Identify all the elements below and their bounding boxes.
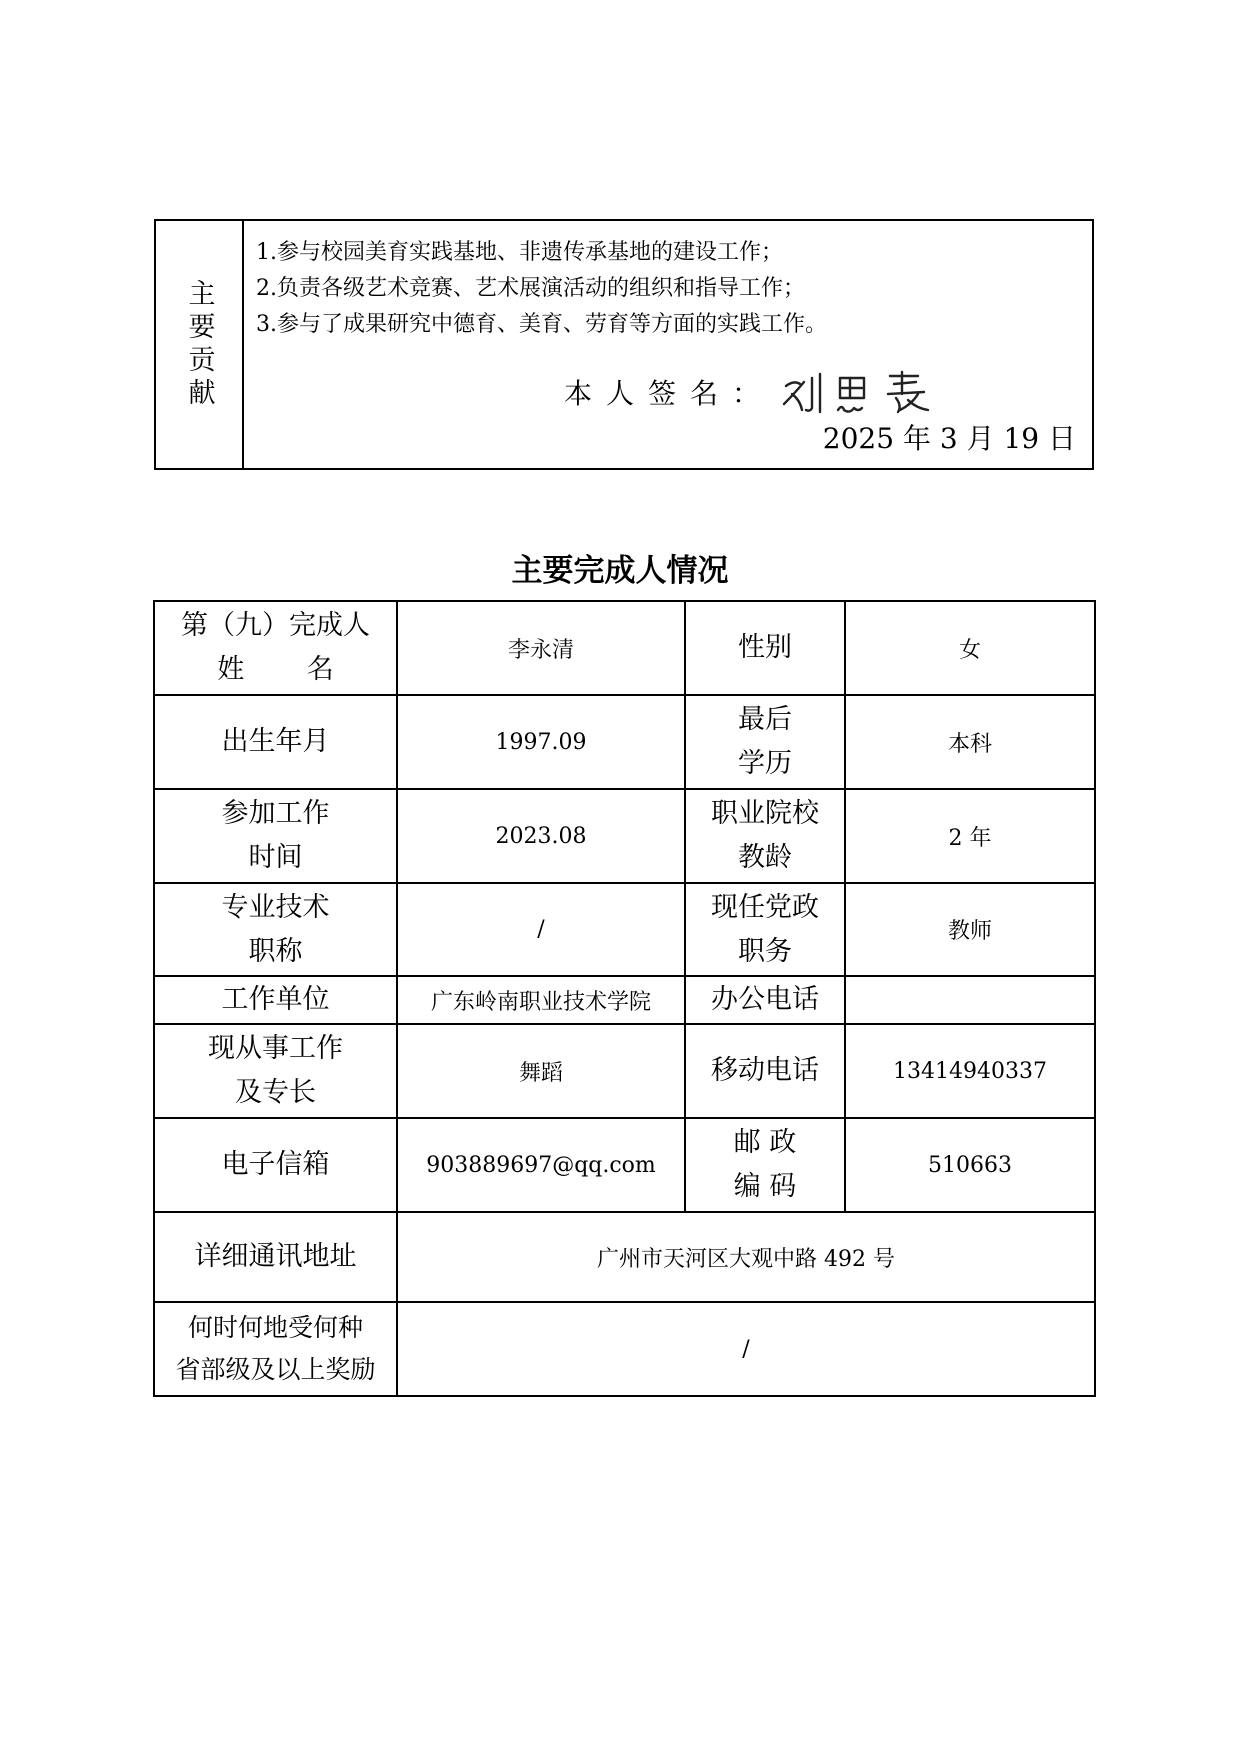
rank-label-line2: 姓 名 [217,654,334,685]
office-phone-value [845,976,1095,1024]
address-label: 详细通讯地址 [154,1212,397,1302]
signature-date: 2025 年 3 月 19 日 [822,422,1076,455]
rank-label-line1: 第（九）完成人 [181,610,370,641]
contribution-list [256,235,1082,343]
technical-title-label: 专业技术 职称 [154,883,397,976]
postcode-value: 510663 [845,1118,1095,1212]
office-phone-label: 办公电话 [685,976,845,1024]
position-value: 教师 [845,883,1095,976]
specialty-value: 舞蹈 [397,1024,685,1118]
address-value: 广州市天河区大观中路 492 号 [397,1212,1095,1302]
table-row [154,1302,1095,1396]
contribution-label-cell [156,221,244,468]
table-row [154,695,1095,789]
table-row [154,1212,1095,1302]
awards-value: / [397,1302,1095,1396]
completer-info-table [153,600,1096,1397]
table-row [154,1024,1095,1118]
contribution-box [154,219,1094,470]
work-start-value: 2023.08 [397,789,685,883]
table-row [154,1118,1095,1212]
email-value: 903889697@qq.com [397,1118,685,1212]
table-row [154,976,1095,1024]
rank-label-cell [154,601,397,695]
education-value: 本科 [845,695,1095,789]
birth-value: 1997.09 [397,695,685,789]
gender-value: 女 [845,601,1095,695]
technical-title-value: / [397,883,685,976]
employer-label: 工作单位 [154,976,397,1024]
section-title: 主要完成人情况 [511,553,729,589]
teaching-years-value: 2 年 [845,789,1095,883]
birth-label: 出生年月 [154,695,397,789]
position-label: 现任党政 职务 [685,883,845,976]
email-label: 电子信箱 [154,1118,397,1212]
signature-label: 本人签名： [564,377,775,410]
teaching-years-label: 职业院校 教龄 [685,789,845,883]
employer-value: 广东岭南职业技术学院 [397,976,685,1024]
table-row [154,601,1095,695]
contribution-item: 1.参与校园美育实践基地、非遗传承基地的建设工作； [256,240,783,265]
contribution-body [244,221,1092,468]
gender-label: 性别 [685,601,845,695]
awards-label: 何时何地受何种 省部级及以上奖励 [154,1302,397,1396]
contribution-item: 2.负责各级艺术竞赛、艺术展演活动的组织和指导工作； [256,276,805,301]
mobile-value: 13414940337 [845,1024,1095,1118]
mobile-label: 移动电话 [685,1024,845,1118]
contribution-item: 3.参与了成果研究中德育、美育、劳育等方面的实践工作。 [256,312,827,337]
name-value: 李永清 [397,601,685,695]
signature-line [564,364,948,420]
table-row [154,789,1095,883]
education-label: 最后 学历 [685,695,845,789]
handwritten-signature [778,364,948,420]
contribution-label: 主要贡献 [183,278,215,411]
specialty-label: 现从事工作 及专长 [154,1024,397,1118]
postcode-label: 邮 政 编 码 [685,1118,845,1212]
table-row [154,883,1095,976]
work-start-label: 参加工作 时间 [154,789,397,883]
